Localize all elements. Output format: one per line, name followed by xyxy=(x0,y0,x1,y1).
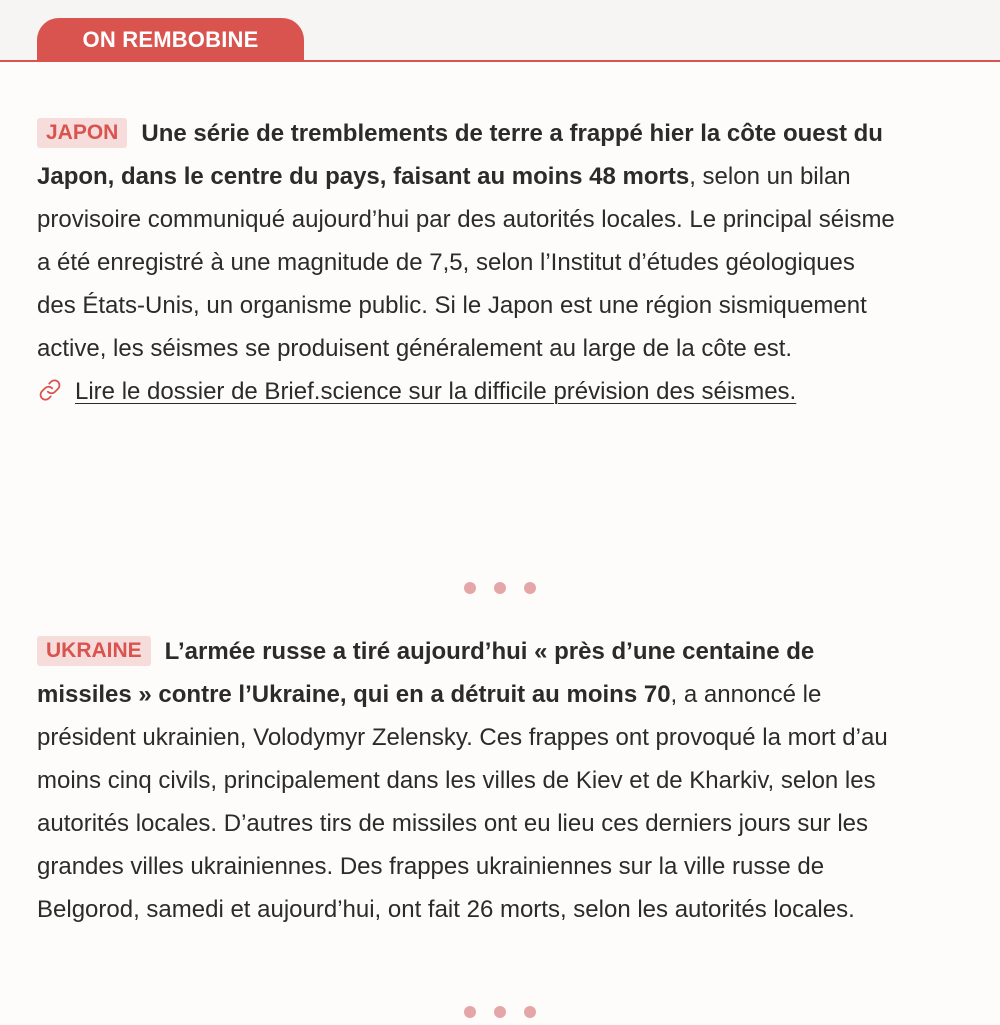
news-item-ukraine xyxy=(37,630,897,931)
news-item-japon xyxy=(37,112,897,413)
separator-dot xyxy=(494,1006,506,1018)
section-header-bar xyxy=(0,0,1000,62)
separator-dot xyxy=(494,582,506,594)
tag-ukraine: UKRAINE xyxy=(37,636,151,666)
link-icon xyxy=(37,377,63,403)
news-lead-ukraine: L’armée russe a tiré aujourd’hui « près d’une centaine de missiles » contre l’Ukraine, qui en a détruit au moins 70 xyxy=(37,638,815,708)
separator-dots xyxy=(0,1005,1000,1025)
separator-dot xyxy=(524,582,536,594)
dossier-link[interactable] xyxy=(37,370,897,413)
tag-japon: JAPON xyxy=(37,118,127,148)
news-lead-japon: Une série de tremblements de terre a frappé hier la côte ouest du Japon, dans le centre du pays, faisant au moins 48 morts xyxy=(37,120,883,190)
separator-dots xyxy=(0,581,1000,601)
separator-dot xyxy=(464,1006,476,1018)
separator-dot xyxy=(524,1006,536,1018)
section-tab-on-rembobine: ON REMBOBINE xyxy=(37,18,304,62)
dossier-link-text[interactable]: Lire le dossier de Brief.science sur la difficile prévision des séismes. xyxy=(75,378,797,405)
news-body-ukraine: , a annoncé le président ukrainien, Volodymyr Zelensky. Ces frappes ont provoqué la mort d’au moins cinq civils, principalement dans les villes de Kiev et de Kharkiv, selon les autorités locales. D’autres tirs de missiles ont eu lieu ces derniers jours sur les grandes villes ukrainiennes. Des frappes ukrainiennes sur la ville russe de Belgorod, samedi et aujourd’hui, ont fait 26 morts, selon les autorités locales. xyxy=(37,681,888,923)
news-body-japon: , selon un bilan provisoire communiqué aujourd’hui par des autorités locales. Le principal séisme a été enregistré à une magnitude de 7,5, selon l’Institut d’études géologiques des États-Unis, un organisme public. Si le Japon est une région sismiquement active, les séismes se produisent généralement au large de la côte est. xyxy=(37,163,895,362)
separator-dot xyxy=(464,582,476,594)
